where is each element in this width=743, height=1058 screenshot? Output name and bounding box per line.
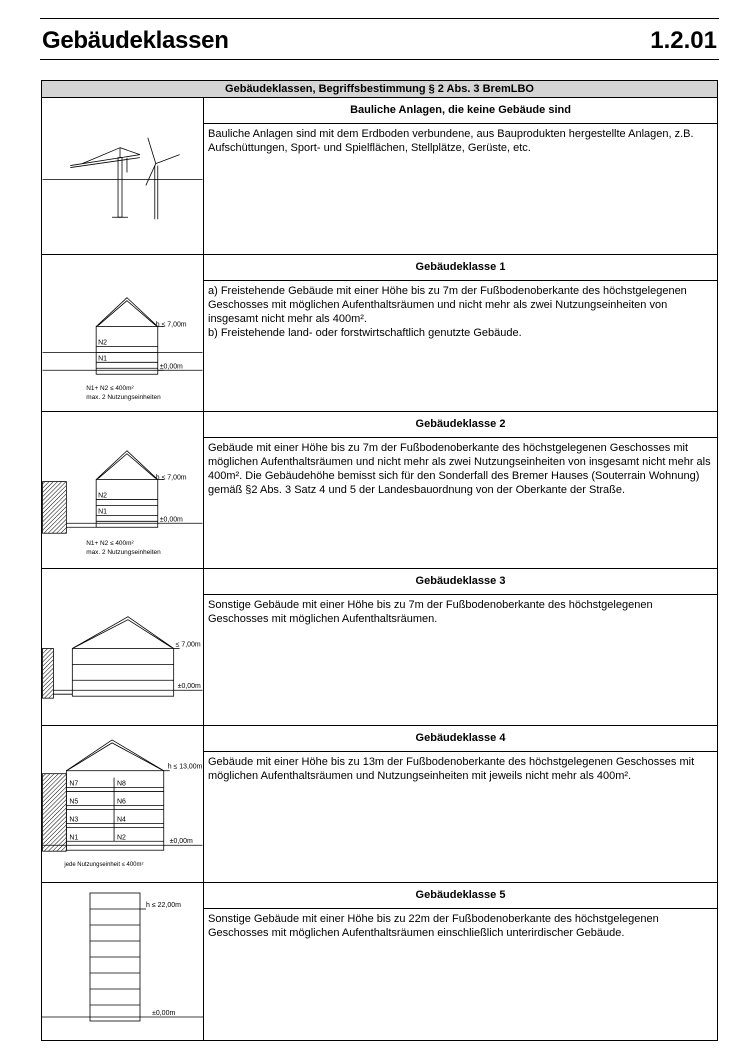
height-label: h ≤ 22,00m <box>146 902 181 909</box>
description-line: a) Freistehende Gebäude mit einer Höhe bis zu 7m der Fußbodenoberkante des höchstgelegenen Geschosses mit möglichen Aufenthaltsräumen und nicht mehr als zwei Nutzungseinheiten von insgesamt nicht mehr als 400m². <box>208 285 687 325</box>
crane-icon <box>70 148 140 218</box>
row-description <box>204 438 717 568</box>
unit-label: N3 <box>69 816 79 824</box>
unit-label: N4 <box>117 816 126 824</box>
unit-label: N7 <box>69 780 79 788</box>
row-gebaeudeklasse-5 <box>42 883 717 1040</box>
gk2-house-drawing <box>42 412 203 568</box>
row-description <box>204 752 717 882</box>
units-note: max. 2 Nutzungseinheiten <box>86 549 161 557</box>
page-header <box>40 18 719 60</box>
illustration-gk4 <box>42 726 204 882</box>
gk4-house-drawing <box>42 726 203 882</box>
row-heading: Gebäudeklasse 5 <box>204 883 717 909</box>
row-description <box>204 909 717 1040</box>
gk3-house-drawing <box>42 569 203 725</box>
page-number: 1.2.01 <box>650 27 717 54</box>
neighbour-building <box>43 482 67 534</box>
gk5-tower-drawing <box>42 883 203 1040</box>
area-note: jede Nutzungseinheit ≤ 400m² <box>64 862 144 869</box>
row-gebaeudeklasse-4 <box>42 726 717 883</box>
row-description <box>204 124 717 254</box>
description-line: Gebäude mit einer Höhe bis zu 7m der Fußbodenoberkante des höchstgelegenen Geschosses mit möglichen Aufenthaltsräumen und nicht mehr als zwei Nutzungseinheiten von insgesamt nicht mehr als 400m². Die Gebäudehöhe bemisst sich für den Sonderfall des Bremer Hauses (Souterrain Wohnung) gemäß §2 Abs. 3 Satz 4 und 5 der Landesbauordnung von der Oberkante der Straße. <box>208 442 711 496</box>
row-description <box>204 595 717 725</box>
row-heading: Gebäudeklasse 4 <box>204 726 717 752</box>
illustration-gk2 <box>42 412 204 568</box>
unit-label: N2 <box>98 492 108 500</box>
ground-label: ±0,00m <box>152 1010 176 1017</box>
description-line: Bauliche Anlagen sind mit dem Erdboden verbundene, aus Bauprodukten hergestellte Anlagen, z.B. Aufschüttungen, Sport- und Spielflächen, Stellplätze, Gerüste, etc. <box>208 128 694 154</box>
neighbour-building <box>43 774 67 852</box>
unit-label: N5 <box>69 798 79 806</box>
row-description <box>204 281 717 411</box>
row-heading: Gebäudeklasse 3 <box>204 569 717 595</box>
height-label: h ≤ 13,00m <box>167 763 203 771</box>
illustration-crane-windturbine <box>42 98 204 254</box>
row-heading: Gebäudeklasse 2 <box>204 412 717 438</box>
row-heading: Gebäudeklasse 1 <box>204 255 717 281</box>
neighbour-building <box>43 648 54 698</box>
ground-label: ±0,00m <box>159 363 183 371</box>
ground-label: ±0,00m <box>159 516 183 524</box>
height-label: ≤ 7,00m <box>175 641 201 649</box>
description-line: Sonstige Gebäude mit einer Höhe bis zu 22m der Fußbodenoberkante des höchstgelegenen Geschosses mit möglichen Aufenthaltsräumen einschließlich unterirdischer Gebäude. <box>208 913 659 939</box>
area-note: N1+ N2 ≤ 400m² <box>86 540 134 548</box>
crane-windturbine-drawing <box>42 98 203 254</box>
units-note: max. 2 Nutzungseinheiten <box>86 394 161 402</box>
row-gebaeudeklasse-1 <box>42 255 717 412</box>
height-label: h ≤ 7,00m <box>155 321 187 329</box>
unit-label: N1 <box>98 508 108 516</box>
unit-label: N8 <box>117 780 126 788</box>
unit-label: N1 <box>98 355 108 363</box>
unit-label: N2 <box>98 339 108 347</box>
unit-label: N6 <box>117 798 126 806</box>
building-class-table <box>41 80 718 1041</box>
wind-turbine-icon <box>146 138 180 219</box>
illustration-gk5 <box>42 883 204 1040</box>
row-non-buildings <box>42 98 717 255</box>
height-label: h ≤ 7,00m <box>155 474 187 482</box>
unit-label: N1 <box>69 834 79 842</box>
description-line: Sonstige Gebäude mit einer Höhe bis zu 7m der Fußbodenoberkante des höchstgelegenen Geschosses mit möglichen Aufenthaltsräumen. <box>208 599 653 625</box>
row-gebaeudeklasse-2 <box>42 412 717 569</box>
ground-label: ±0,00m <box>177 683 201 691</box>
gk1-house-drawing <box>42 255 203 411</box>
row-heading: Bauliche Anlagen, die keine Gebäude sind <box>204 98 717 124</box>
description-line: b) Freistehende land- oder forstwirtschaftlich genutzte Gebäude. <box>208 327 522 339</box>
illustration-gk1 <box>42 255 204 411</box>
ground-label: ±0,00m <box>169 838 193 846</box>
unit-label: N2 <box>117 834 126 842</box>
row-gebaeudeklasse-3 <box>42 569 717 726</box>
area-note: N1+ N2 ≤ 400m² <box>86 385 134 393</box>
illustration-gk3 <box>42 569 204 725</box>
description-line: Gebäude mit einer Höhe bis zu 13m der Fußbodenoberkante des höchstgelegenen Geschosses mit möglichen Aufenthaltsräumen und Nutzungseinheiten mit jeweils nicht mehr als 400m². <box>208 756 695 782</box>
page-title: Gebäudeklassen <box>42 27 229 54</box>
table-caption: Gebäudeklassen, Begriffsbestimmung § 2 Abs. 3 BremLBO <box>42 81 717 98</box>
